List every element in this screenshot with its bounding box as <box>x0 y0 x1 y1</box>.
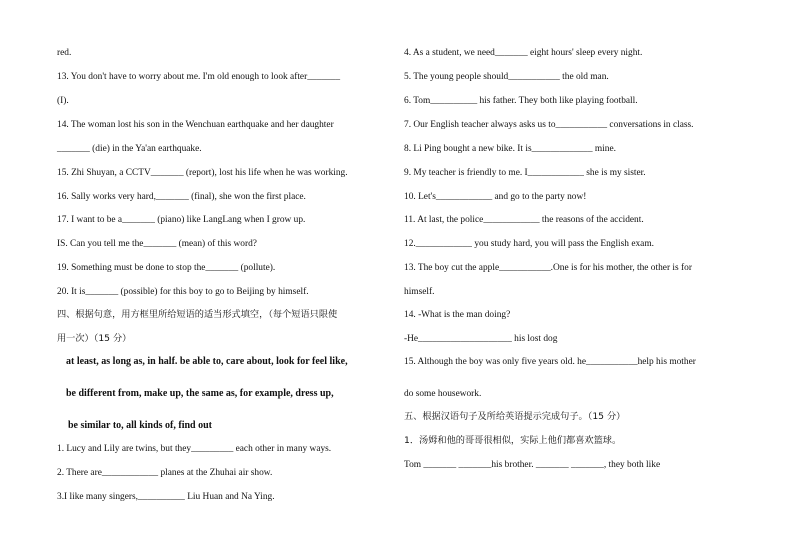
right-line-8: 11. At last, the police____________ the reasons of the accident. <box>404 215 644 225</box>
left-line-1: red. <box>57 48 72 58</box>
section5-item1-english: Tom _______ _______his brother. _______ _______, they both like <box>404 460 661 470</box>
right-line-15: do some housework. <box>404 389 482 399</box>
right-line-12: 14. -What is the man doing? <box>404 310 511 320</box>
right-line-13: -He____________________ his lost dog <box>404 334 558 344</box>
left-line-6: 15. Zhi Shuyan, a CCTV_______ (report), lost his life when he was working. <box>57 168 348 178</box>
left-line-4: 14. The woman lost his son in the Wenchuan earthquake and her daughter <box>57 120 334 130</box>
phrase-box-line-3: be similar to, all kinds of, find out <box>68 420 213 431</box>
right-line-6: 9. My teacher is friendly to me. I____________ she is my sister. <box>404 168 646 178</box>
right-line-11: himself. <box>404 287 435 297</box>
section4-item-3: 3.I like many singers,__________ Liu Huan and Na Ying. <box>57 492 275 502</box>
left-line-7: 16. Sally works very hard,_______ (final), she won the first place. <box>57 192 306 202</box>
right-line-10: 13. The boy cut the apple___________.One is for his mother, the other is for <box>404 263 692 273</box>
section4-heading-line2: 用一次）（15 分） <box>57 333 132 344</box>
right-line-2: 5. The young people should___________ the old man. <box>404 72 609 82</box>
left-line-5: _______ (die) in the Ya'an earthquake. <box>57 144 202 154</box>
section4-heading-line1: 四、根据句意，用方框里所给短语的适当形式填空，（每个短语只限使 <box>57 309 338 320</box>
left-line-2: 13. You don't have to worry about me. I'm old enough to look after_______ <box>57 72 341 82</box>
right-line-4: 7. Our English teacher always asks us to___________ conversations in class. <box>404 120 694 130</box>
left-line-10: 19. Something must be done to stop the_______ (pollute). <box>57 263 276 273</box>
left-line-9: IS. Can you tell me the_______ (mean) of this word? <box>57 239 257 249</box>
phrase-box-line-2: be different from, make up, the same as, for example, dress up, <box>66 388 334 399</box>
left-line-11: 20. It is_______ (possible) for this boy to go to Beijing by himself. <box>57 287 309 297</box>
right-line-9: 12.____________ you study hard, you will pass the English exam. <box>404 239 654 249</box>
right-line-14: 15. Although the boy was only five years old. he___________help his mother <box>404 357 696 367</box>
right-column <box>397 0 794 560</box>
right-line-1: 4. As a student, we need_______ eight hours' sleep every night. <box>404 48 643 58</box>
section5-heading: 五、根据汉语句子及所给英语提示完成句子。（15 分） <box>404 411 626 422</box>
right-line-7: 10. Let's____________ and go to the party now! <box>404 192 587 202</box>
phrase-box-line-1: at least, as long as, in half. be able to, care about, look for feel like, <box>66 356 348 367</box>
left-line-3: (I). <box>57 96 69 106</box>
section4-item-2: 2. There are____________ planes at the Zhuhai air show. <box>57 468 273 478</box>
section5-item1-chinese: 1．汤姆和他的哥哥很相似，实际上他们都喜欢篮球。 <box>404 435 622 446</box>
section4-item-1: 1. Lucy and Lily are twins, but they_________ each other in many ways. <box>57 444 332 454</box>
right-line-3: 6. Tom__________ his father. They both like playing football. <box>404 96 638 106</box>
right-line-5: 8. Li Ping bought a new bike. It is_____________ mine. <box>404 144 616 154</box>
left-line-8: 17. I want to be a_______ (piano) like LangLang when I grow up. <box>57 215 306 225</box>
